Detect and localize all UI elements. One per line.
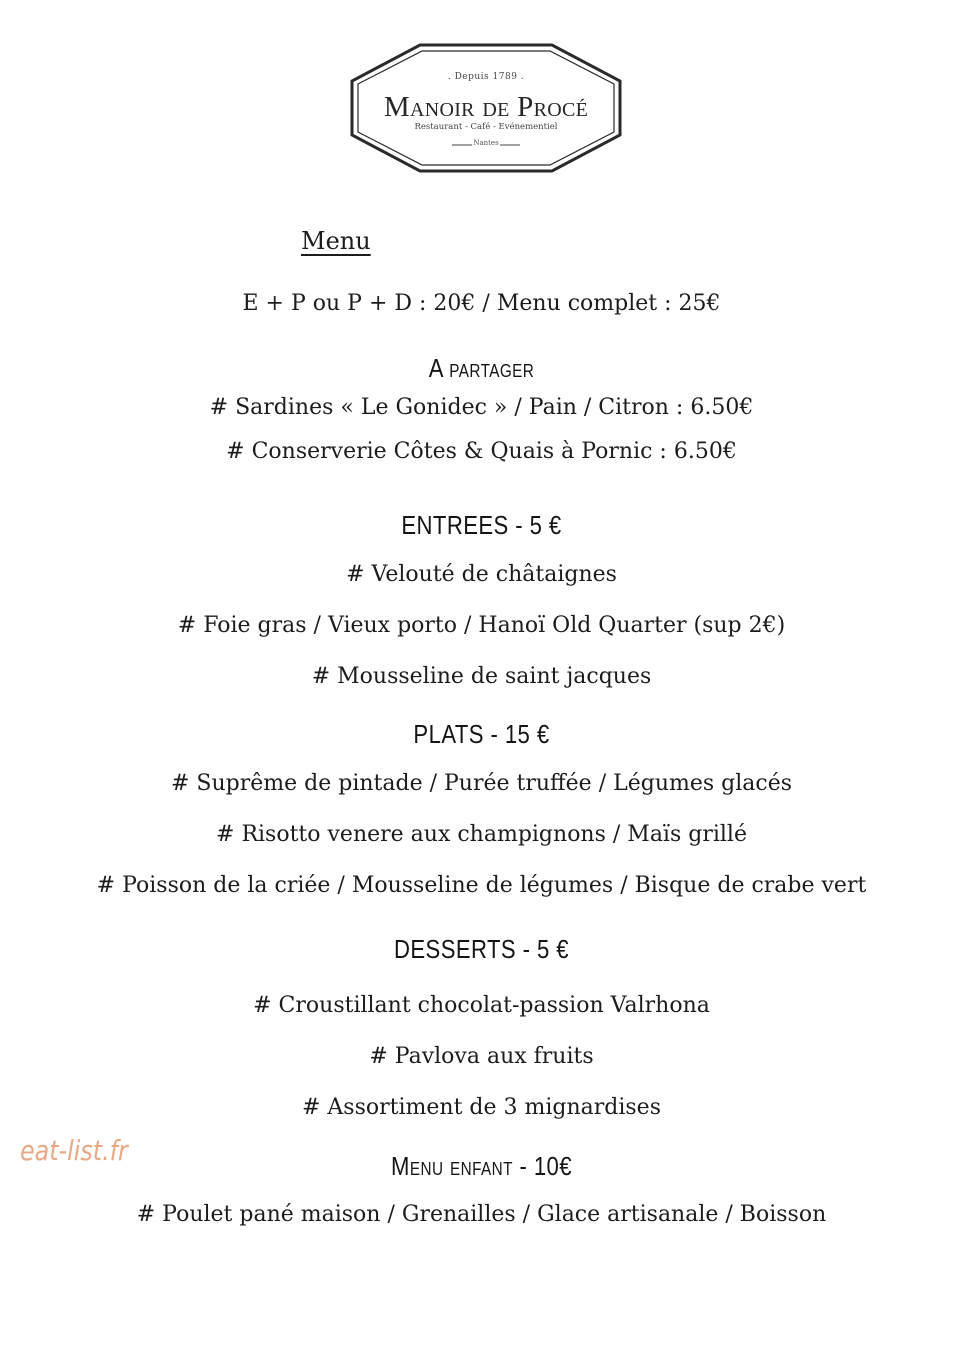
menu-item: # Foie gras / Vieux porto / Hanoï Old Quarter (sup 2€)	[177, 613, 786, 638]
section-title-enfant: Menu enfant - 10€	[391, 1151, 572, 1181]
logo-since: . Depuis 1789 .	[447, 72, 525, 82]
section-title-entrees: ENTREES - 5 €	[401, 510, 562, 540]
menu-item: # Assortiment de 3 mignardises	[301, 1095, 661, 1120]
formula-prices: E + P ou P + D : 20€ / Menu complet : 25€	[242, 291, 721, 316]
menu-item: # Mousseline de saint jacques	[311, 664, 652, 689]
menu-item: # Velouté de châtaignes	[346, 562, 617, 587]
restaurant-logo	[350, 43, 622, 173]
menu-item: # Suprême de pintade / Purée truffée / Légumes glacés	[170, 771, 793, 796]
menu-item: # Poisson de la criée / Mousseline de légumes / Bisque de crabe vert	[96, 873, 867, 898]
logo-city: Nantes	[473, 139, 499, 147]
menu-item: # Risotto venere aux champignons / Maïs grillé	[216, 822, 747, 847]
watermark: eat-list.fr	[20, 1134, 128, 1167]
menu-item: # Poulet pané maison / Grenailles / Glace artisanale / Boisson	[136, 1202, 827, 1227]
menu-item: # Conserverie Côtes & Quais à Pornic : 6.50€	[226, 439, 737, 464]
menu-item: # Pavlova aux fruits	[369, 1044, 594, 1069]
section-title-plats: PLATS - 15 €	[413, 719, 550, 749]
menu-item: # Croustillant chocolat-passion Valrhona	[253, 993, 710, 1018]
menu-title: Menu	[301, 227, 371, 255]
section-title-partager: A partager	[428, 353, 535, 383]
menu-item: # Sardines « Le Gonidec » / Pain / Citron : 6.50€	[209, 395, 754, 420]
logo-subtitle: Restaurant - Café - Evénementiel	[414, 122, 558, 132]
logo-brand-name: Manoir de Procé	[383, 91, 589, 123]
section-title-desserts: DESSERTS - 5 €	[393, 934, 570, 964]
